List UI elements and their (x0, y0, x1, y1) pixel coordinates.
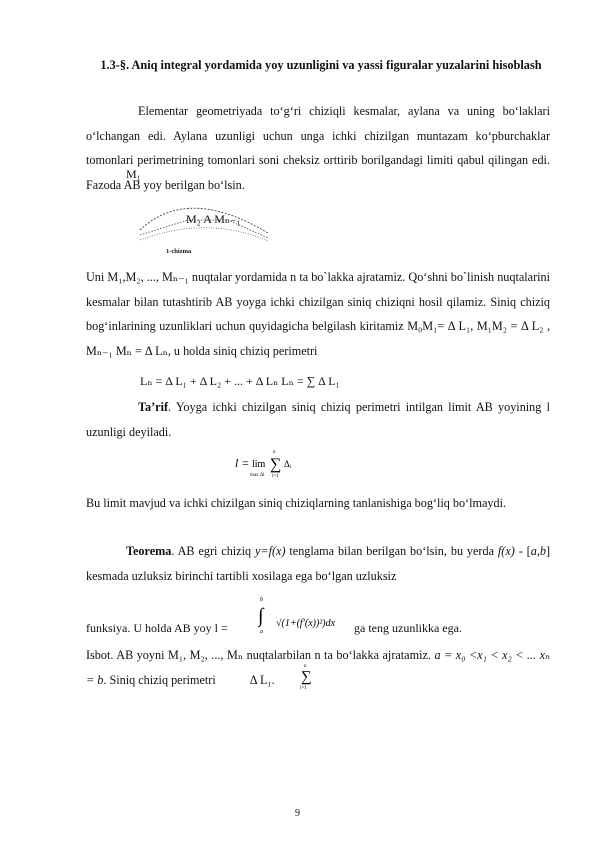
theorem-line-end: ga teng uzunlikka ega. (354, 621, 462, 635)
figure-caption: 1-chizma (166, 248, 192, 255)
arc-length-integral (258, 594, 350, 636)
section-heading: 1.3-§. Aniq integral yordamida yoy uzunligini va yassi figuralar yuzalarini hisoblash (100, 58, 542, 72)
svg-text:∑: ∑ (301, 669, 312, 685)
sum-upper: n (273, 450, 276, 455)
paragraph-intro: Elementar geometriyada to‘g‘ri chiziqli kesmalar, aylana va uning bo‘laklari o‘lchangan edi. Aylana uzunligi uchun unga ichki chizilgan muntazam ko‘pburchaklar tomonlari perimetrining tomonlari soni cheksiz orttirib borilgandagi limiti qabul qilingan edi. Fazoda AB yoy berilgan bo‘lsin. (86, 104, 550, 192)
paragraph-limit-exists: Bu limit mavjud va ichki chizilgan siniq chiziqlarning tanlanishiga bog‘liq bo‘lmaydi. (86, 496, 507, 510)
definition-term: Ta’rif (138, 400, 169, 414)
sum-term: Δᵢ (284, 459, 292, 469)
svg-text:∫: ∫ (258, 605, 264, 627)
integral-lower: a (260, 629, 263, 635)
theorem-line: funksiya. U holda AB yoy l = (86, 621, 228, 635)
proof-sum-upper: n (304, 664, 307, 669)
definition-text: . Yoyga ichki chizilgan siniq chiziq perimetri intilgan limit AB yoyining l uzunligi deyiladi. (86, 400, 550, 439)
paragraph-partition: Uni M₁,M₂, ..., Mₙ₋₁ nuqtalar yordamida n ta bo`lakka ajratamiz. Qo‘shni bo`linish nuqtalarini kesmalar bilan tutashtirib AB yoyga ichki chizilgan siniq chiziqni hosil qilamiz. Siniq chiziq bog‘inlarining uzunliklari uchun quyidagicha belgilash kiritamiz M₀M₁= Δ L₁, M₁M₂ = Δ L₂ , Mₙ₋₁ Mₙ = Δ Lₙ, u holda siniq chiziq perimetri (86, 270, 550, 358)
page-number: 9 (295, 808, 300, 819)
svg-text:∑: ∑ (270, 456, 282, 473)
limit-subscript: max Δl (250, 473, 265, 478)
svg-text:=: = (242, 456, 249, 470)
proof-sum-lower: i=1 (300, 686, 307, 691)
limit-formula (232, 445, 302, 481)
proof-sum-symbol (296, 661, 318, 691)
paragraph-proof: Isbot. AB yoyni M₁, M₂, ..., Mₙ nuqtalarbilan n ta bo‘lakka ajratamiz. a = x₀ <x₁ < x₂ < ... xₙ = b. Siniq chiziq perimetri Δ L₁. (86, 648, 551, 687)
sum-lower: i=1 (272, 474, 279, 479)
paragraph-theorem: Teorema. AB egri chiziq y=f(x) tenglama bilan berilgan bo‘lsin, bu yerda f(x) - [a,b] kesmada uzluksiz birinchi tartibli xosilaga ega bo‘lgan uzluksiz (86, 544, 551, 583)
figure-point-labels: M₂ A Mₙ₋₁ (186, 212, 241, 226)
integral-upper: b (260, 597, 263, 603)
limit-lim: lim (252, 459, 266, 470)
paragraph-definition (86, 395, 550, 444)
perimeter-formula: Lₙ = Δ L₁ + Δ L₂ + ... + Δ Lₙ Lₙ = ∑ Δ L₁ (140, 374, 340, 388)
theorem-term: Teorema (126, 544, 172, 558)
figure-label-m1: M₁ (126, 167, 141, 181)
integral-body: √(1+(f′(x))²)dx (276, 618, 336, 629)
lower-curve (140, 228, 268, 241)
limit-lhs: l (235, 456, 239, 470)
